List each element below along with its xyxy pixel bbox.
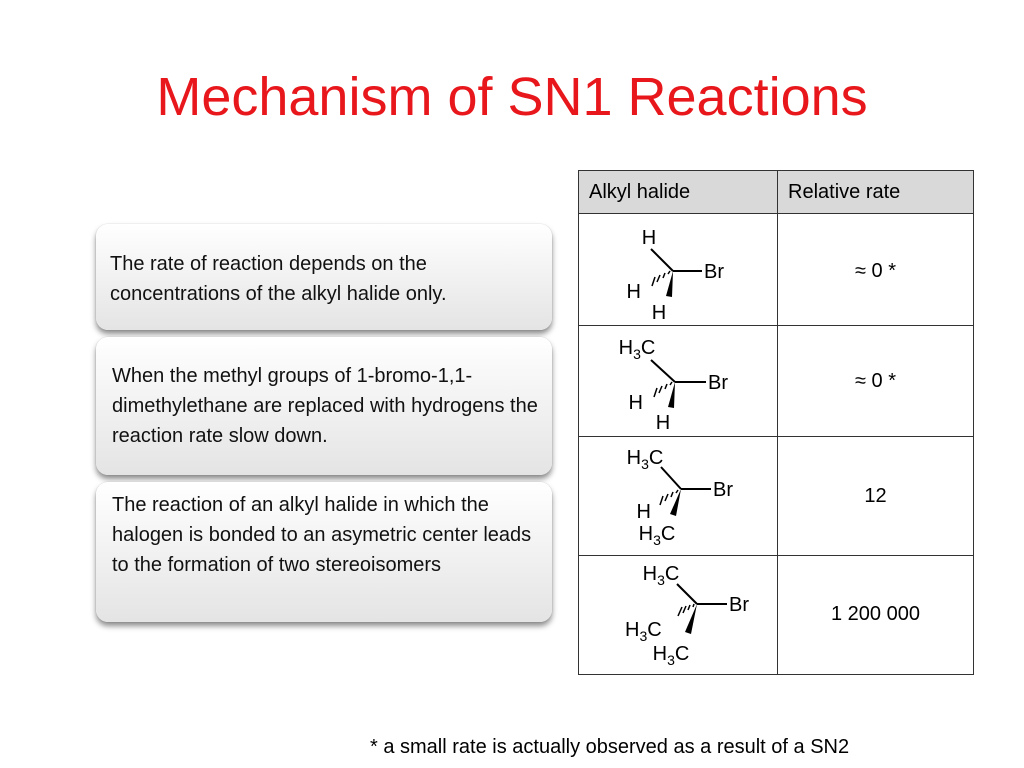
table-row: [579, 326, 974, 437]
table-row: [579, 214, 974, 326]
atom-bottom: H: [651, 301, 667, 324]
rate-cell: ≈ 0 *: [778, 214, 974, 326]
atom-right: Br: [729, 594, 749, 616]
footnote: * a small rate is actually observed as a result of a SN2: [370, 736, 850, 758]
atom-top: $H_3C$: [626, 447, 664, 472]
slide-title: Mechanism of SN1 Reactions: [156, 67, 868, 127]
point-box-methyl-replacement: [96, 337, 552, 475]
point-text: The reaction of an alkyl halide in which the halogen is bonded to an asymetric center leads to the formation of two stereoisomers: [112, 494, 532, 576]
point-box-rate-dependence: [96, 224, 552, 330]
atom-top: $H_3C$: [618, 337, 656, 362]
atom-bottom: $H_3C$: [638, 523, 676, 548]
atom-right: Br: [708, 372, 728, 394]
rate-cell: 1 200 000: [778, 556, 974, 675]
atom-left: $H_3C$: [625, 619, 662, 644]
structure-cell: [579, 437, 778, 556]
atom-right: Br: [704, 260, 724, 283]
atom-left: H: [626, 280, 641, 303]
atom-top: H: [641, 226, 657, 249]
rate-cell: ≈ 0 *: [778, 326, 974, 437]
table-row: [579, 437, 974, 556]
header-alkyl-halide: Alkyl halide: [579, 171, 778, 214]
rate-cell: 12: [778, 437, 974, 556]
table-row: [579, 556, 974, 675]
table-header-row: [579, 171, 974, 214]
atom-left: H: [628, 392, 643, 414]
bromomethane-structure: [579, 215, 775, 325]
atom-left: H: [636, 501, 651, 523]
structure-cell: [579, 326, 778, 437]
tert-butyl-bromide-structure: [579, 556, 775, 674]
isopropyl-bromide-structure: [579, 437, 775, 555]
header-relative-rate: Relative rate: [778, 171, 974, 214]
structure-cell: [579, 556, 778, 675]
atom-bottom: $H_3C$: [652, 643, 690, 668]
atom-bottom: H: [655, 412, 671, 434]
structure-cell: [579, 214, 778, 326]
atom-right: Br: [713, 479, 733, 501]
point-text: When the methyl groups of 1-bromo-1,1-dimethylethane are replaced with hydrogens the reaction rate slow down.: [112, 365, 538, 447]
bromoethane-structure: [579, 326, 775, 436]
atom-top: $H_3C$: [642, 563, 680, 588]
rate-table: [578, 170, 974, 675]
point-text: The rate of reaction depends on the concentrations of the alkyl halide only.: [110, 253, 447, 305]
point-box-stereoisomers: [96, 482, 552, 622]
